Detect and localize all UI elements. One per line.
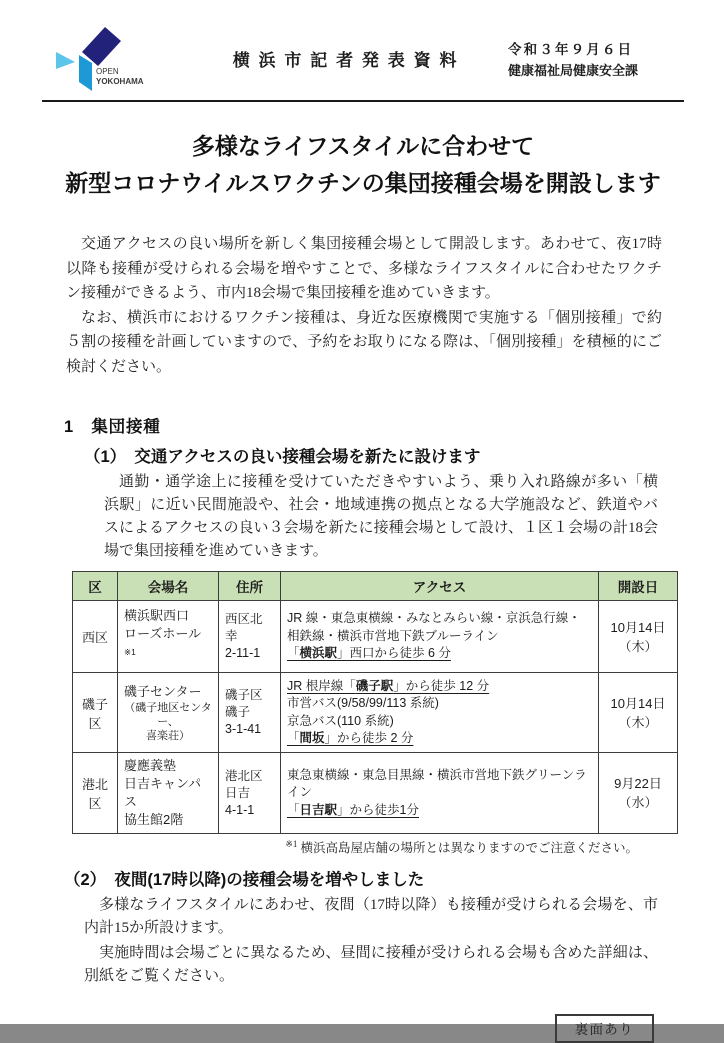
header-date-block xyxy=(508,38,684,79)
table-body xyxy=(73,601,678,834)
column-header-0: 区 xyxy=(73,572,118,601)
column-header-3: アクセス xyxy=(281,572,599,601)
cell-address: 港北区日吉 4-1-1 xyxy=(219,753,281,834)
subsection-2-body-2: 実施時間は会場ごとに異なるため、昼間に接種が受けられる会場も含めた詳細は、別紙をご覧ください。 xyxy=(84,945,658,984)
section-1-heading: 1 集団接種 xyxy=(64,418,161,436)
title-line-1: 多様なライフスタイルに合わせて xyxy=(191,133,535,159)
table-row xyxy=(73,673,678,753)
logo-text-open: OPEN xyxy=(96,66,119,76)
column-header-2: 住所 xyxy=(219,572,281,601)
header-divider xyxy=(42,100,684,102)
table-head xyxy=(73,572,678,601)
vaccination-venues-table xyxy=(72,571,678,834)
cell-address: 磯子区磯子 3-1-41 xyxy=(219,673,281,753)
cell-ward: 磯子区 xyxy=(73,673,118,753)
footnote-marker: ※1 xyxy=(285,838,298,849)
page-title xyxy=(42,128,684,202)
cell-address: 西区北幸 2-11-1 xyxy=(219,601,281,673)
subsection-2-heading: （2） 夜間(17時以降)の接種会場を増やしました xyxy=(64,871,425,889)
logo-text-yokohama: YOKOHAMA xyxy=(96,76,144,86)
cell-ward: 西区 xyxy=(73,601,118,673)
intro-paragraph-2: なお、横浜市におけるワクチン接種は、身近な医療機関で実施する「個別接種」で約５割の接種を計画していますので、予約をお取りになる際は、「個別接種」を積極的にご検討ください。 xyxy=(66,309,662,375)
table-row xyxy=(73,753,678,834)
title-line-2: 新型コロナウイルスワクチンの集団接種会場を開設します xyxy=(65,170,661,196)
cell-ward: 港北区 xyxy=(73,753,118,834)
table-row xyxy=(73,601,678,673)
cell-access: 東急東横線・東急目黒線・横浜市営地下鉄グリーンライン 「日吉駅」から徒歩1分 xyxy=(281,753,599,834)
subsection-2-body-1: 多様なライフスタイルにあわせ、夜間（17時以降）も接種が受けられる会場を、市内計15か所設けます。 xyxy=(84,897,658,936)
subsection-1-heading: （1） 交通アクセスの良い接種会場を新たに設けます xyxy=(84,448,481,466)
table-header-row xyxy=(73,572,678,601)
yokohama-y-icon xyxy=(42,21,154,91)
cell-access: JR 線・東急東横線・みなとみらい線・京浜急行線・相鉄線・横浜市営地下鉄ブルーライン 「横浜駅」西口から徒歩 6 分 xyxy=(281,601,599,673)
cell-access: JR 根岸線「磯子駅」から徒歩 12 分 市営バス(9/58/99/113 系統) 京急バス(110 系統) 「間坂」から徒歩 2 分 xyxy=(281,673,599,753)
page-header xyxy=(42,22,684,94)
cell-venue: 慶應義塾 日吉キャンパス 協生館2階 xyxy=(118,753,219,834)
doc-type-label: 横浜市記者発表資料 xyxy=(232,50,466,70)
cell-open-date: 10月14日 （木） xyxy=(599,601,678,673)
cell-venue: 磯子センター （磯子地区センター、 喜楽荘） xyxy=(118,673,219,753)
cell-open-date: 9月22日 （水） xyxy=(599,753,678,834)
column-header-4: 開設日 xyxy=(599,572,678,601)
cell-open-date: 10月14日 （木） xyxy=(599,673,678,753)
column-header-1: 会場名 xyxy=(118,572,219,601)
open-yokohama-logo xyxy=(42,21,160,96)
cell-venue: 横浜駅西口 ローズホール$^{※1}$ xyxy=(118,601,219,673)
intro-paragraph-1: 交通アクセスの良い場所を新しく集団接種会場として開設します。あわせて、夜17時以降も接種が受けられる会場を増やすことで、多様なライフスタイルに合わせたワクチン接種ができるよう、市内18会場で集団接種を進めていきます。 xyxy=(66,236,662,301)
release-date: 令和３年９月６日 xyxy=(508,41,634,57)
table-footnote xyxy=(42,838,638,856)
department-name: 健康福祉局健康安全課 xyxy=(508,62,639,78)
subsection-1-body: 通勤・通学途上に接種を受けていただきやすいよう、乗り入れ路線が多い「横浜駅」に近い民間施設や、社会・地域連携の拠点となる大学施設など、鉄道やバスによるアクセスの良い３会場を新たに接種会場として設け、１区１会場の計18会場で集団接種を進めていきます。 xyxy=(104,474,658,559)
intro-block xyxy=(66,232,662,379)
footnote-text: 横浜高島屋店舗の場所とは異なりますのでご注意ください。 xyxy=(300,841,638,855)
back-side-note: 裏面あり xyxy=(555,1014,654,1043)
